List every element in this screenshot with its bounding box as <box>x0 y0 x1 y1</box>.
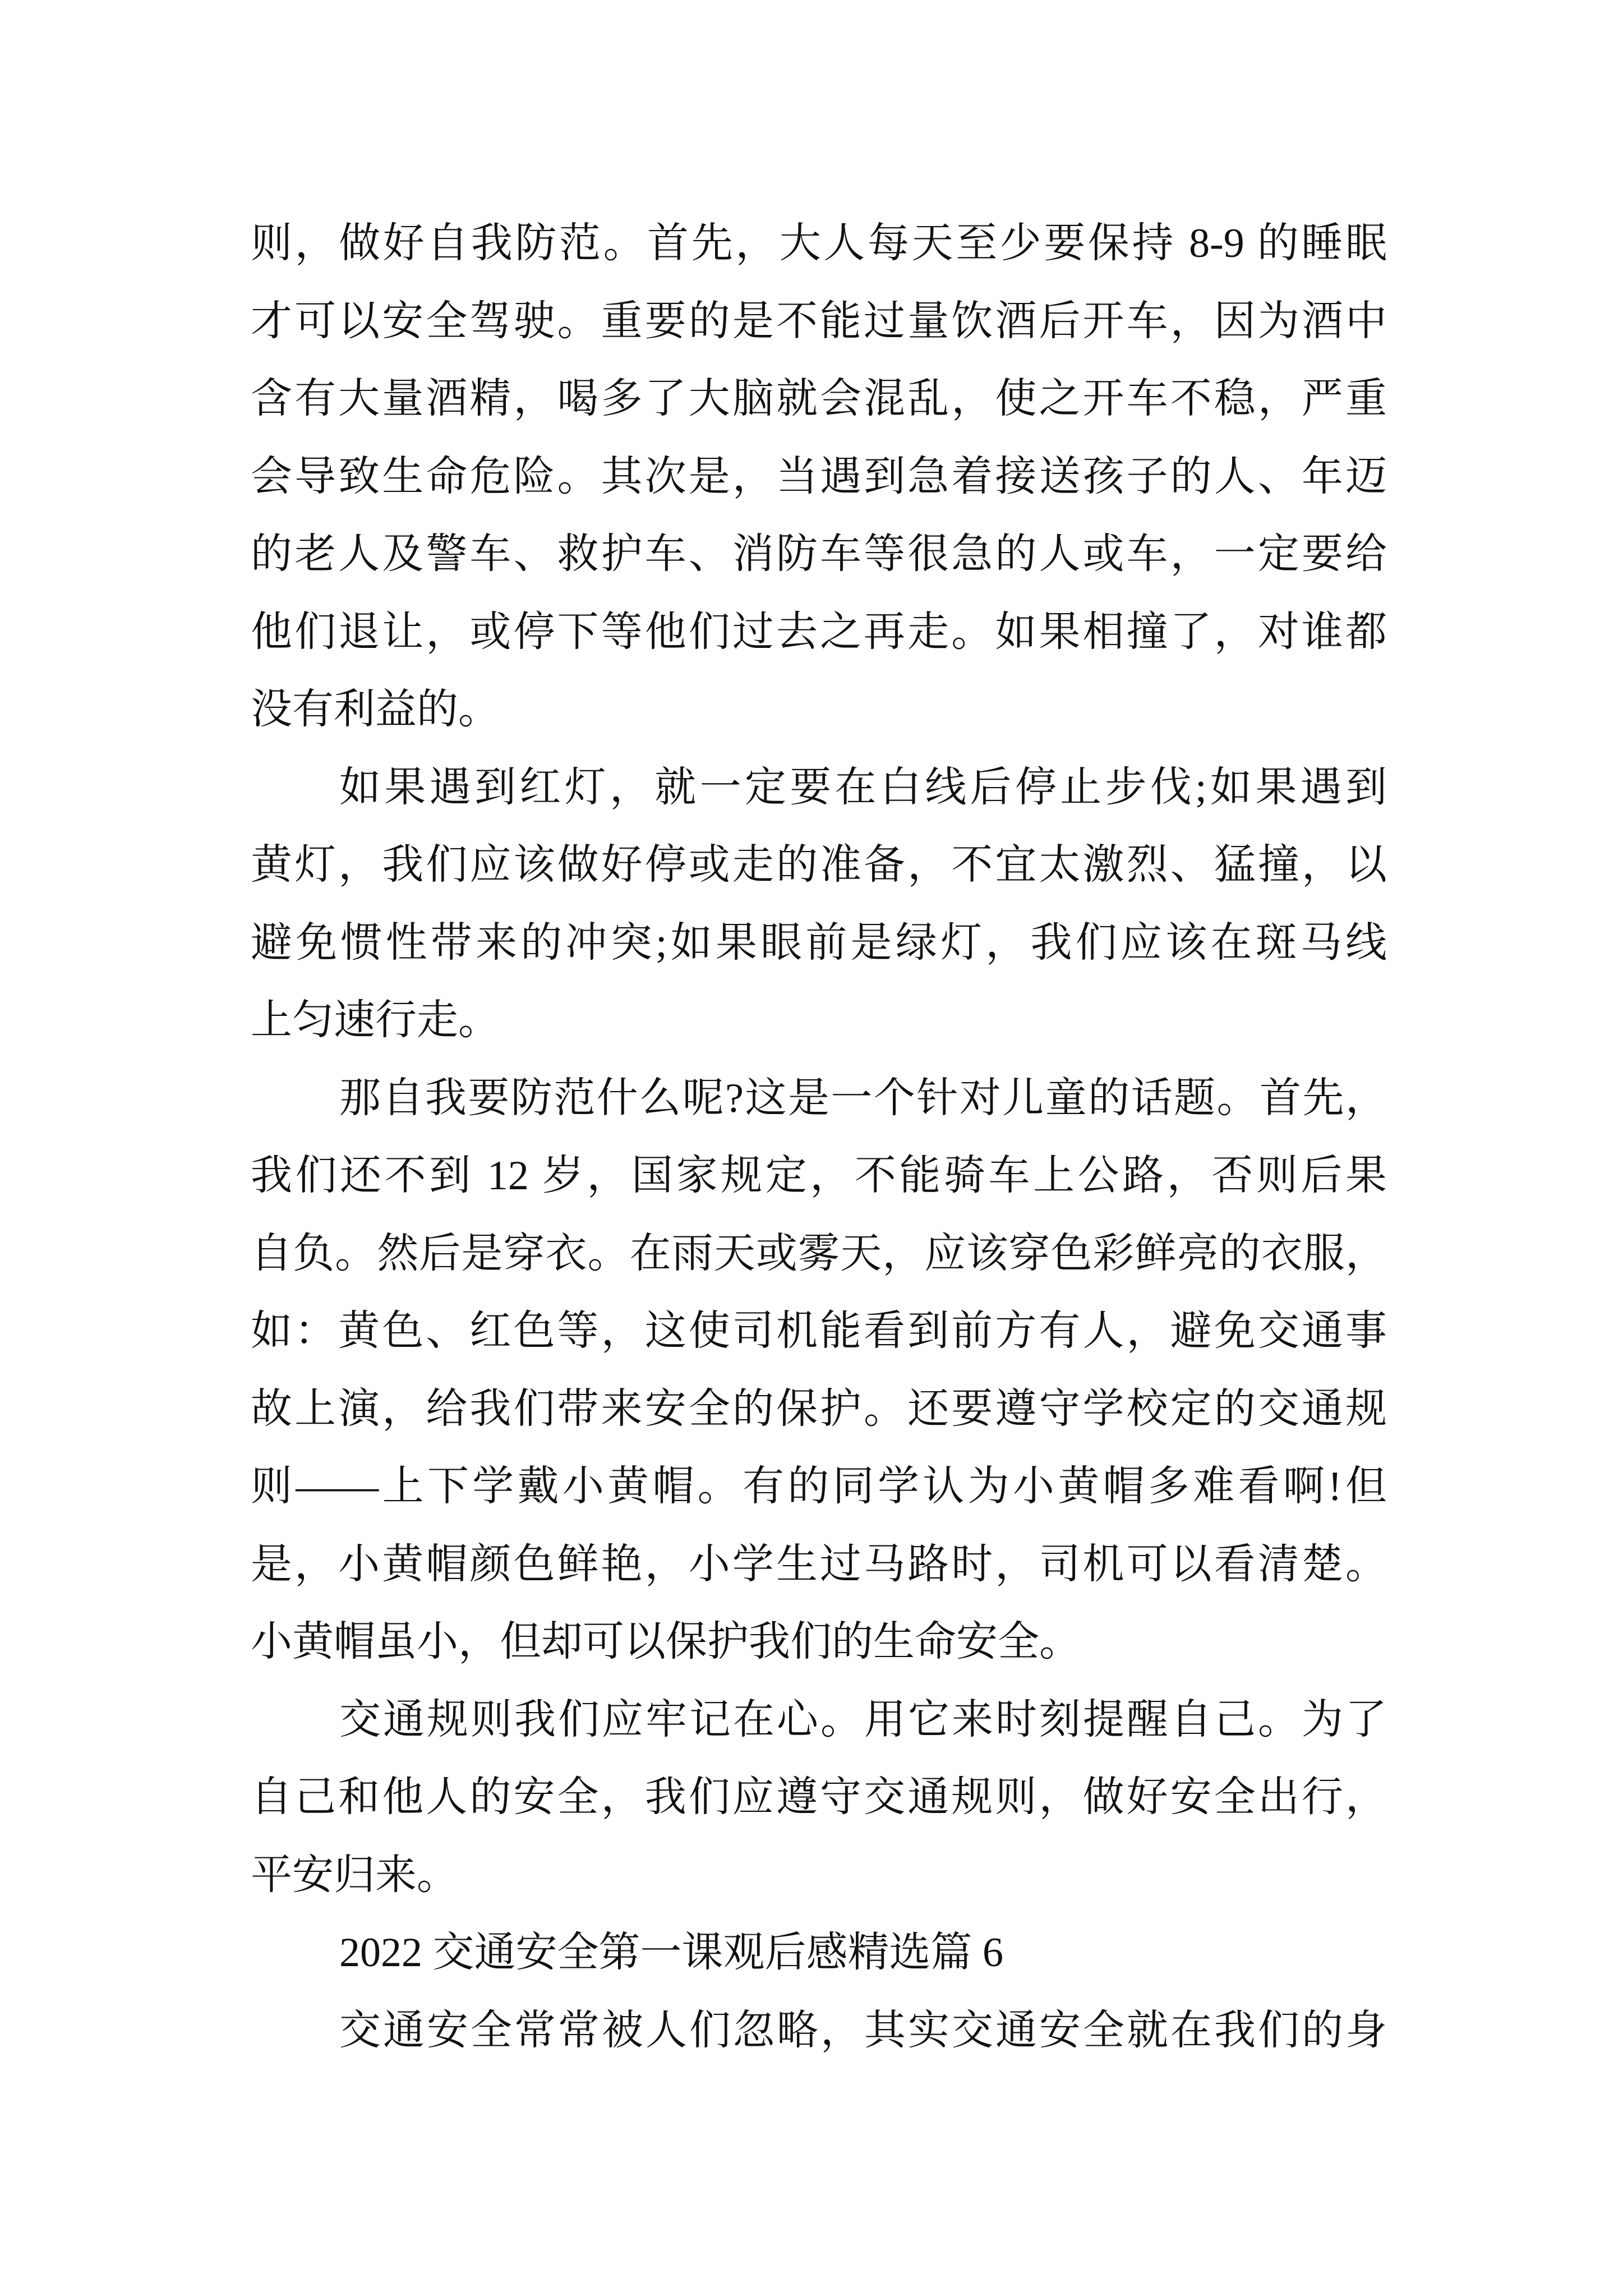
paragraph <box>251 1992 1387 2070</box>
text-line: 黄灯，我们应该做好停或走的准备，不宜太激烈、猛撞，以 <box>251 842 1387 888</box>
paragraph <box>251 205 1387 749</box>
text-line: 避免惯性带来的冲突;如果眼前是绿灯，我们应该在斑马线 <box>251 919 1387 966</box>
text-line: 则，做好自我防范。首先，大人每天至少要保持 8-9 的睡眠 <box>251 220 1387 266</box>
text-line: 才可以安全驾驶。重要的是不能过量饮酒后开车，因为酒中 <box>251 298 1387 344</box>
text-line: 含有大量酒精，喝多了大脑就会混乱，使之开车不稳，严重 <box>251 376 1387 422</box>
text-line: 小黄帽虽小，但却可以保护我们的生命安全。 <box>251 1619 1081 1665</box>
section-heading-text: 2022 交通安全第一课观后感精选篇 6 <box>339 1930 1003 1976</box>
text-line: 则——上下学戴小黄帽。有的同学认为小黄帽多难看啊!但 <box>251 1464 1387 1510</box>
section-heading <box>251 1914 1387 1992</box>
paragraph <box>251 1681 1387 1915</box>
text-line: 的老人及警车、救护车、消防车等很急的人或车，一定要给 <box>251 531 1387 577</box>
text-line: 故上演，给我们带来安全的保护。还要遵守学校定的交通规 <box>251 1386 1387 1432</box>
text-line: 如果遇到红灯，就一定要在白线后停止步伐;如果遇到 <box>339 764 1387 811</box>
text-line: 上匀速行走。 <box>251 997 500 1043</box>
text-line: 平安归来。 <box>251 1852 458 1898</box>
text-line: 他们退让，或停下等他们过去之再走。如果相撞了，对谁都 <box>251 609 1387 655</box>
text-line: 会导致生命危险。其次是，当遇到急着接送孩子的人、年迈 <box>251 453 1387 500</box>
text-line: 我们还不到 12 岁，国家规定，不能骑车上公路，否则后果 <box>251 1153 1387 1199</box>
paragraph <box>251 1060 1387 1681</box>
text-line: 自负。然后是穿衣。在雨天或雾天，应该穿色彩鲜亮的衣服， <box>251 1230 1387 1277</box>
text-line: 没有利益的。 <box>251 687 500 733</box>
text-line: 是，小黄帽颜色鲜艳，小学生过马路时，司机可以看清楚。 <box>251 1541 1387 1588</box>
text-line: 自己和他人的安全，我们应遵守交通规则，做好安全出行， <box>251 1774 1387 1820</box>
text-line: 交通安全常常被人们忽略，其实交通安全就在我们的身 <box>339 2007 1387 2054</box>
text-line: 那自我要防范什么呢?这是一个针对儿童的话题。首先， <box>339 1075 1387 1121</box>
document-page <box>251 205 1387 2069</box>
paragraph <box>251 749 1387 1060</box>
text-line: 交通规则我们应牢记在心。用它来时刻提醒自己。为了 <box>339 1696 1387 1743</box>
text-line: 如：黄色、红色等，这使司机能看到前方有人，避免交通事 <box>251 1308 1387 1354</box>
